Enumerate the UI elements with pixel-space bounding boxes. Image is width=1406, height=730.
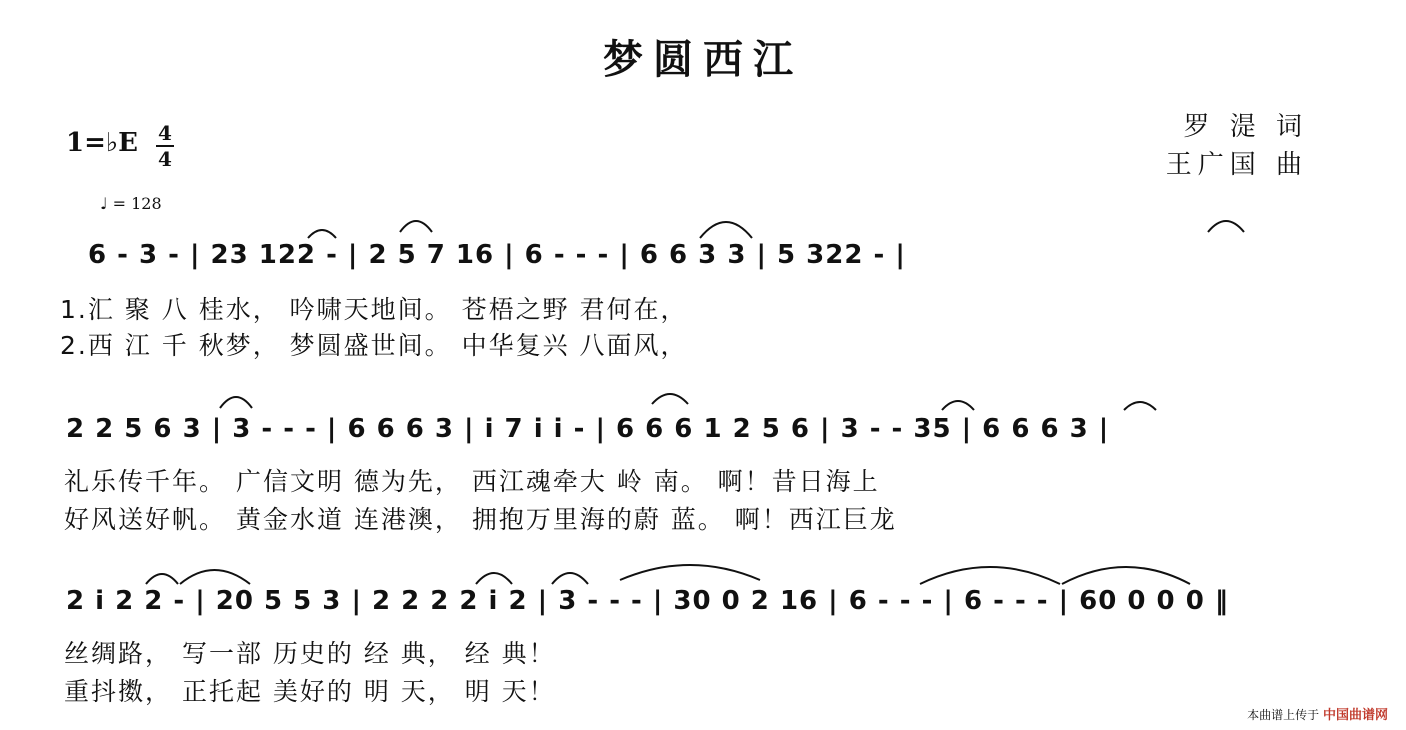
footer xyxy=(1247,704,1388,723)
system-2-lyric-1: 礼乐传千年。 广信文明 德为先， 西江魂牵大 岭 南。 啊！昔日海上 xyxy=(64,467,880,496)
meter-bottom: 4 xyxy=(158,147,172,171)
system-1-lyric-2: 2.西 江 千 秋梦， 梦圆盛世间。 中华复兴 八面风， xyxy=(60,331,688,360)
time-signature xyxy=(156,122,174,170)
system-1-lyric-1: 1.汇 聚 八 桂水， 吟啸天地间。 苍梧之野 君何在， xyxy=(60,295,688,324)
system-3-notes: 2 i 2 2 - | 20 5 5 3 | 2 2 2 2 i 2 | 3 - - - | 30 0 2 16 | 6 - - - | 6 - - - | 60 0 0 0 ‖ xyxy=(66,586,1229,616)
score-title: 梦圆西江 xyxy=(603,37,803,83)
lyricist-credit: 罗 湜 词 xyxy=(1183,112,1308,142)
system-3-lyric-2: 重抖擞， 正托起 美好的 明 天， 明 天！ xyxy=(64,677,556,706)
footer-prefix: 本曲谱上传于 xyxy=(1247,708,1320,722)
tempo-marking: ♩ = 128 xyxy=(100,194,162,213)
system-1-notes: 6 - 3 - | 23 122 - | 2 5 7 16 | 6 - - - | 6 6 3 3 | 5 322 - | xyxy=(88,240,906,270)
key-signature: 1=♭E xyxy=(66,128,138,158)
footer-brand: 中国曲谱网 xyxy=(1322,708,1388,723)
composer-credit: 王广国 曲 xyxy=(1165,150,1308,180)
system-3-lyric-1: 丝绸路， 写一部 历史的 经 典， 经 典！ xyxy=(64,639,556,668)
system-2-lyric-2: 好风送好帆。 黄金水道 连港澳， 拥抱万里海的蔚 蓝。 啊！西江巨龙 xyxy=(64,505,897,534)
system-2-notes: 2 2 5 6 3 | 3 - - - | 6 6 6 3 | i 7 i i - | 6 6 6 1 2 5 6 | 3 - - 35 | 6 6 6 3 | xyxy=(66,414,1110,444)
meter-top: 4 xyxy=(158,121,172,145)
